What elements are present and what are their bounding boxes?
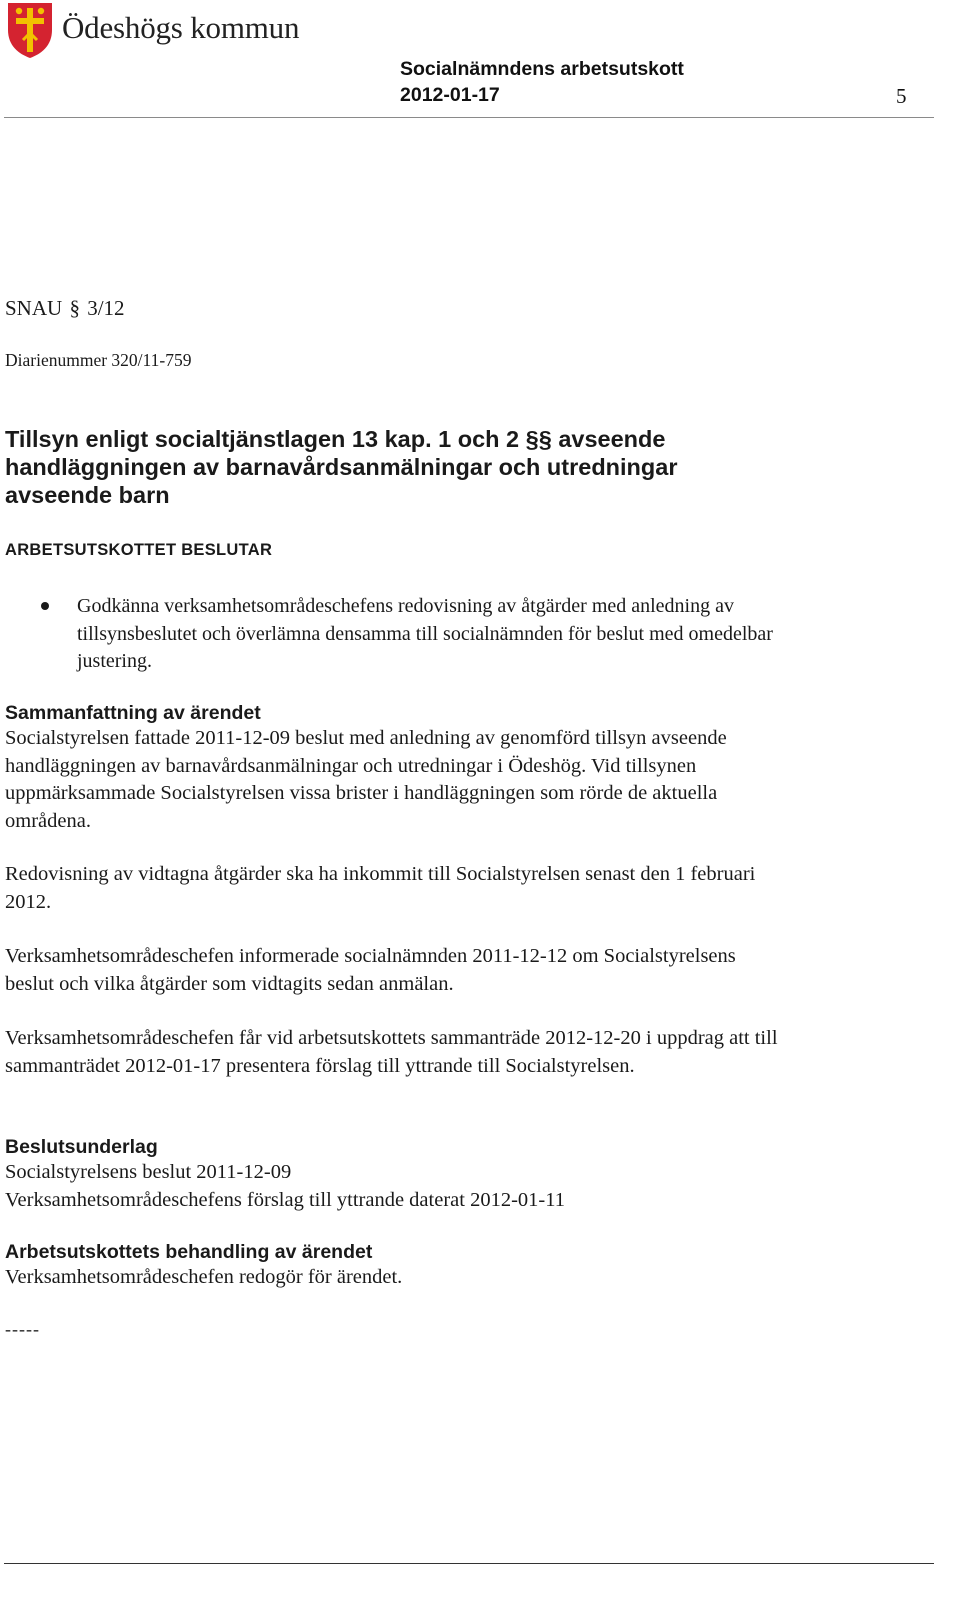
decision-bullet: Godkänna verksamhetsområdeschefens redovisning av åtgärder med anledning av tillsynsbeslutet och överlämna densamma till socialnämnden för beslut med omedelbar justering. [77,595,773,672]
case-prefix: SNAU [5,296,63,320]
summary-section [5,701,785,835]
summary-paragraph: Socialstyrelsen fattade 2011-12-09 beslut med anledning av genomförd tillsyn avseende handläggningen av barnavårdsanmälningar och utredningar i Ödeshög. Vid tillsynen uppmärksammade Socialstyrelsen vissa brister i handläggningen som rörde de aktuella områdena. [5,727,727,832]
summary-paragraph: Redovisning av vidtagna åtgärder ska ha inkommit till Socialstyrelsen senast den 1 februari 2012. [5,863,756,913]
municipality-name: Ödeshögs kommun [62,10,300,45]
summary-paragraph: Verksamhetsområdeschefen får vid arbetsutskottets sammanträde 2012-12-20 i uppdrag att till sammanträdet 2012-01-17 presentera förslag till yttrande till Socialstyrelsen. [5,1027,778,1077]
basis-section [5,1135,785,1214]
handling-text: Verksamhetsområdeschefen redogör för ärendet. [5,1266,403,1288]
committee-name: Socialnämndens arbetsutskott [400,58,684,80]
handling-section [5,1240,785,1292]
handling-heading: Arbetsutskottets behandling av ärendet [5,1241,373,1263]
bullet-point [41,602,49,610]
case-reference [5,296,125,321]
decision-heading [5,541,272,560]
decision-heading-initial: A [5,541,18,559]
section-sign: § [69,296,80,320]
end-marker: ----- [5,1319,40,1339]
coat-of-arms-icon [5,0,55,60]
meeting-date: 2012-01-17 [400,84,500,106]
basis-item: Verksamhetsområdeschefens förslag till yttrande daterat 2012-01-11 [5,1188,565,1211]
page-number: 5 [896,84,907,108]
basis-heading: Beslutsunderlag [5,1136,158,1158]
diarienummer: Diarienummer 320/11-759 [5,350,192,370]
basis-item: Socialstyrelsens beslut 2011-12-09 [5,1161,292,1183]
footer-divider [4,1563,934,1564]
case-number: 3/12 [87,296,125,320]
header-divider [4,117,934,118]
summary-heading: Sammanfattning av ärendet [5,702,261,724]
decision-heading-rest: RBETSUTSKOTTET BESLUTAR [17,541,273,559]
summary-paragraph: Verksamhetsområdeschefen informerade socialnämnden 2011-12-12 om Socialstyrelsens beslut och vilka åtgärder som vidtagits sedan anmälan. [5,945,736,995]
document-title: Tillsyn enligt socialtjänstlagen 13 kap. 1 och 2 §§ avseende handläggningen av barnavårdsanmälningar och utredningar avseende barn [5,426,678,508]
